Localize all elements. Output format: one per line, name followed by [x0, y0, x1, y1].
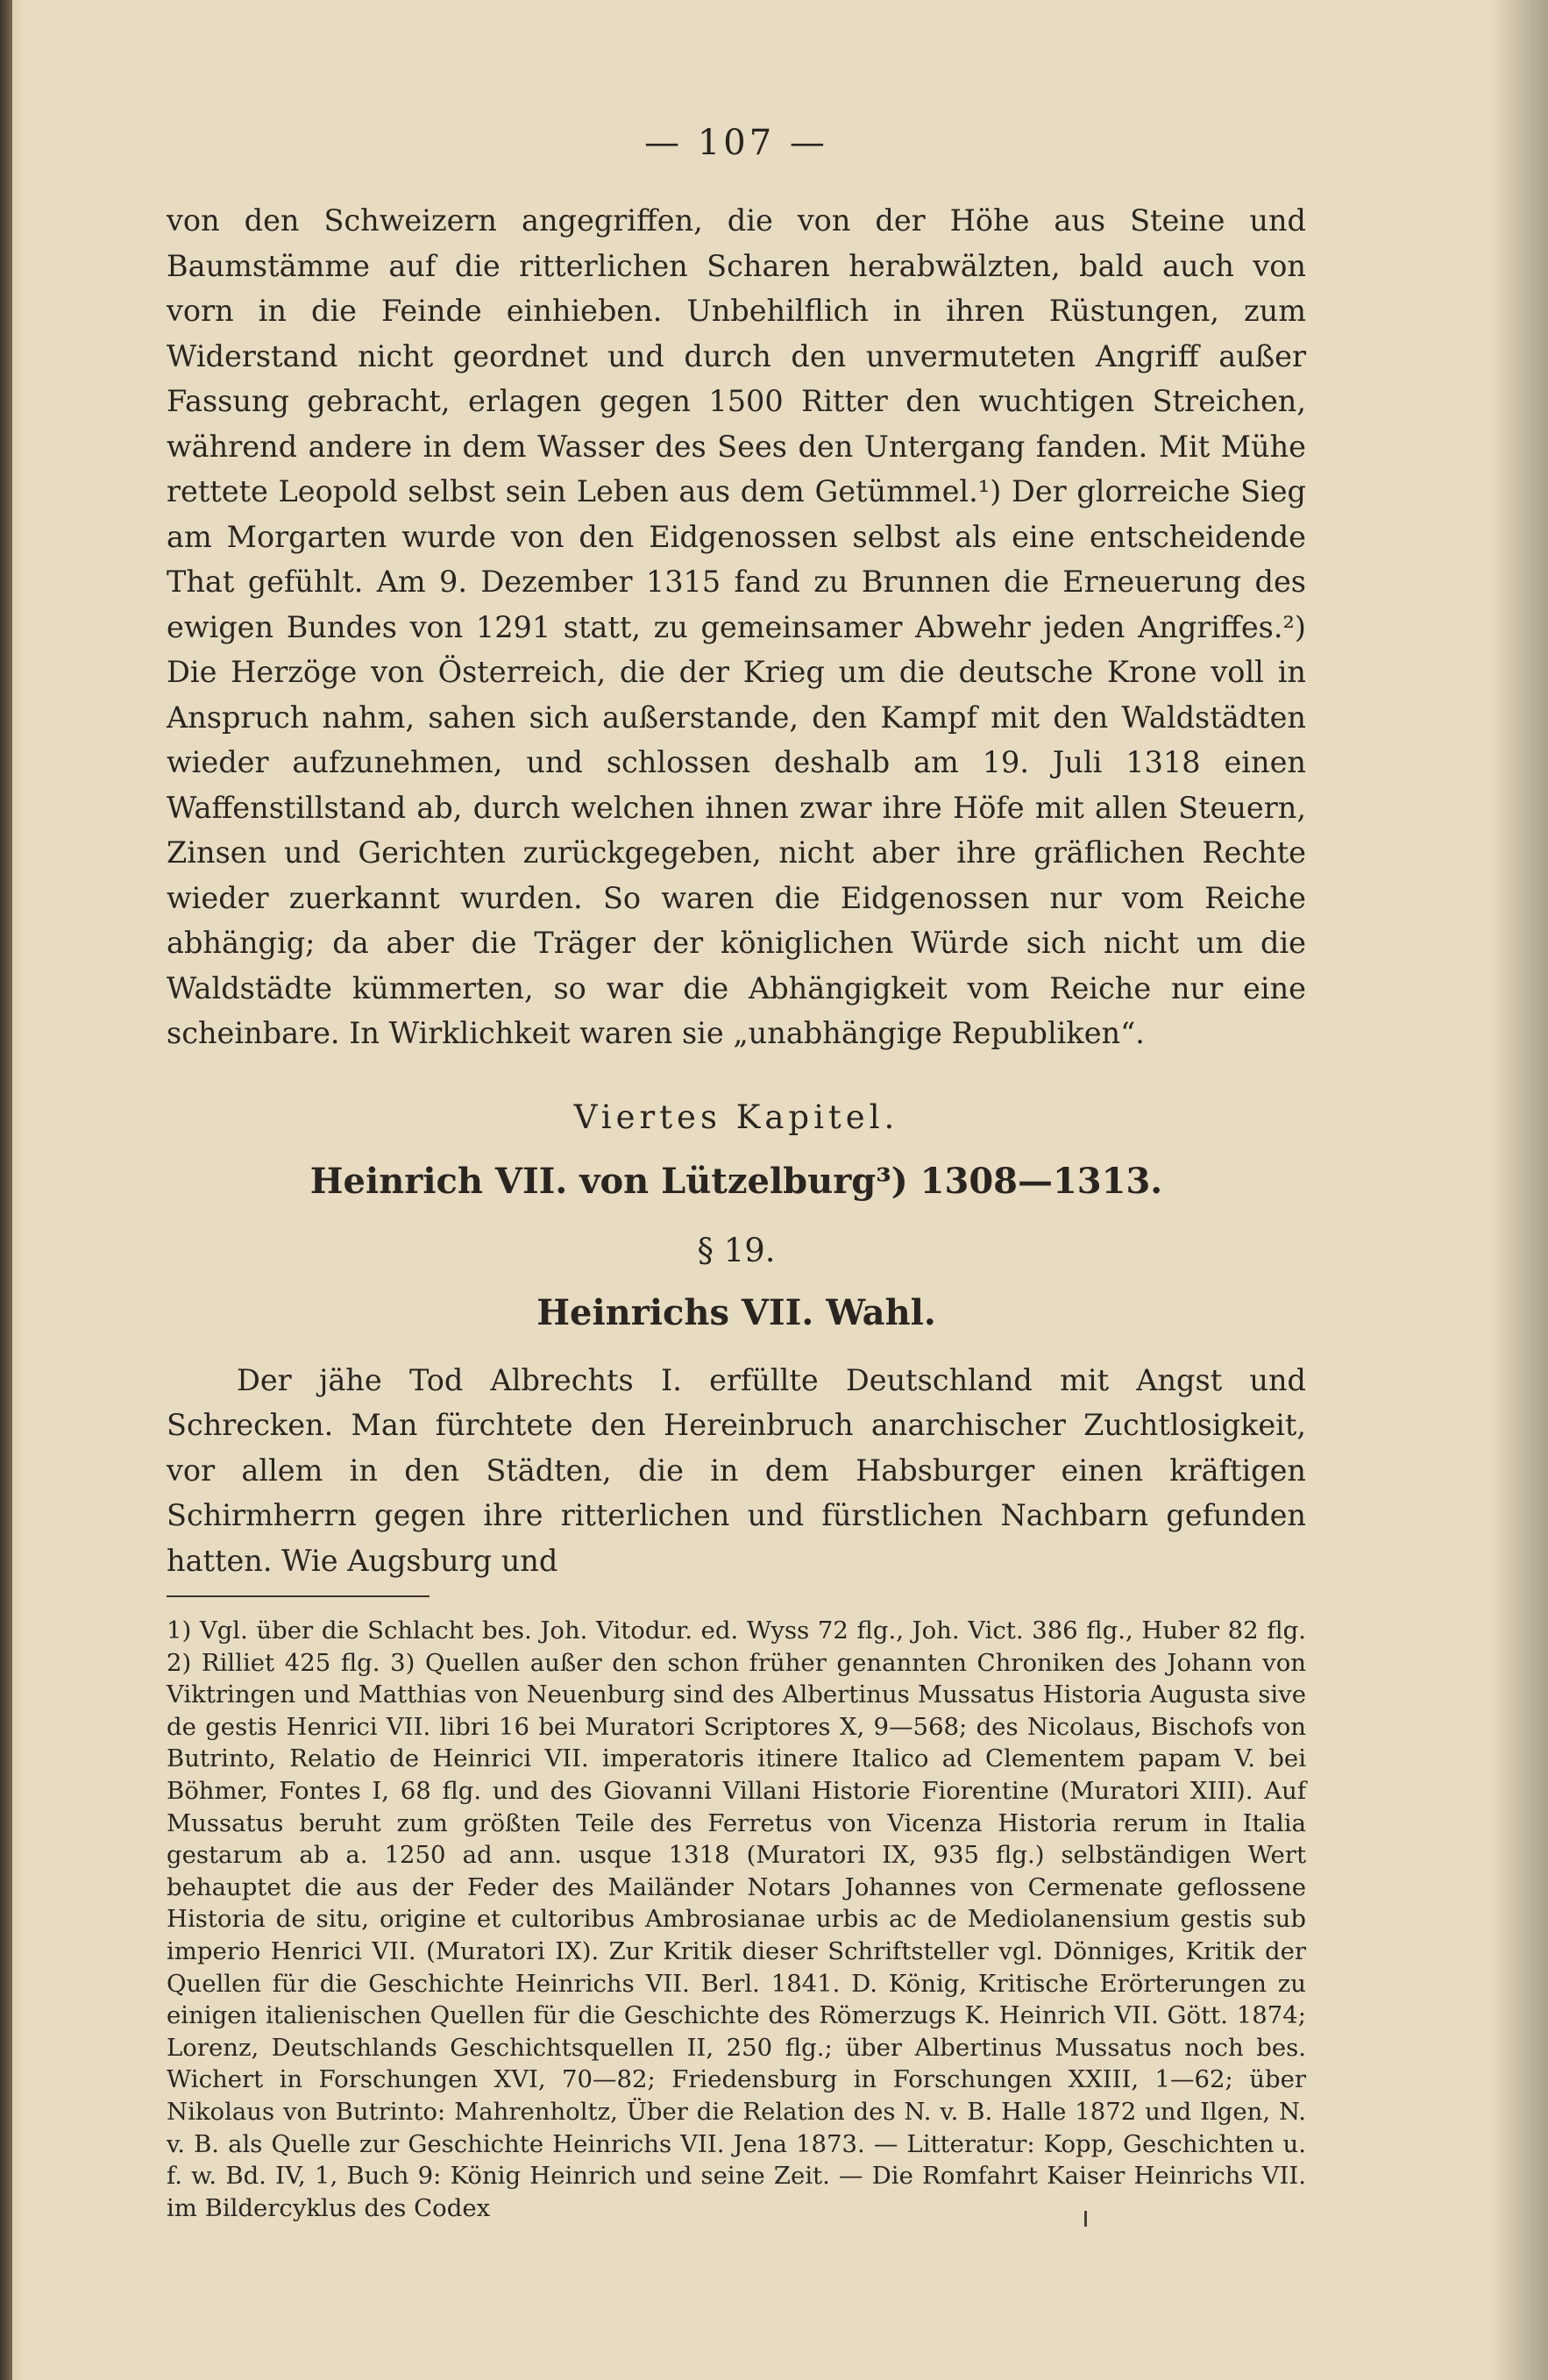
page-number: — 107 — [644, 123, 828, 163]
footnote-3: 3) Quellen außer den schon früher genannten Chroniken des Johann von Viktringen und Matthias von Neuenburg sind des Albertinus Mussatus Historia Augusta sive de gestis Henrici VII. libri 16 bei Muratori Scriptores X, 9—568; des Nicolaus, Bischofs von Butrinto, Relatio de Heinrici VII. imperatoris itinere Italico ad Clementem papam V. bei Böhmer, Fontes I, 68 flg. und des Giovanni Villani Historie Fiorentine (Muratori XIII). Auf Mussatus beruht zum größten Teile des Ferretus von Vicenza Historia rerum in Italia gestarum ab a. 1250 ad ann. usque 1318 (Muratori IX, 935 flg.) selbständigen Wert behauptet die aus der Feder des Mailänder Notars Johannes von Cermenate geflossene Historia de situ, origine et cultoribus Ambrosianae urbis ac de Mediolanensium gestis sub imperio Henrici VII. (Muratori IX). Zur Kritik dieser Schriftsteller vgl. Dönniges, Kritik der Quellen für die Geschichte Heinrichs VII. Berl. 1841. D. König, Kritische Erörterungen zu einigen italienischen Quellen für die Geschichte des Römerzugs K. Heinrich VII. Gött. 1874; Lorenz, Deutschlands Geschichtsquellen II, 250 flg.; über Albertinus Mussatus noch bes. Wichert in Forschungen XVI, 70—82; Friedensburg in Forschungen XXIII, 1—62; über Nikolaus von Butrinto: Mahrenholtz, Über die Relation des N. v. B. Halle 1872 und Ilgen, N. v. B. als Quelle zur Geschichte Heinrichs VII. Jena 1873. — Litteratur: Kopp, Geschichten u. f. w. Bd. IV, 1, Buch 9: König Heinrich und seine Zeit. — Die Romfahrt Kaiser Heinrichs VII. im Bildercyklus des Codex [167, 1648, 1306, 2222]
footnote-1: 1) Vgl. über die Schlacht bes. Joh. Vitodur. ed. Wyss 72 flg., Joh. Vict. 386 flg., Huber 82 flg. [167, 1616, 1306, 1645]
paragraph-2: Der jähe Tod Albrechts I. erfüllte Deutschland mit Angst und Schrecken. Man fürchtete den Hereinbruch anarchischer Zuchtlosigkeit, vor allem in den Städten, die in dem Habsburger einen kräftigen Schirmherrn gegen ihre ritterlichen und fürstlichen Nachbarn gefunden hatten. Wie Augsburg und [167, 1362, 1306, 1578]
paragraph-1: von den Schweizern angegriffen, die von der Höhe aus Steine und Baumstämme auf die ritterlichen Scharen herabwälzten, bald auch von vorn in die Feinde einhieben. Unbehilflich in ihren Rüstungen, zum Widerstand nicht geordnet und durch den unvermuteten Angriff außer Fassung gebracht, erlagen gegen 1500 Ritter den wuchtigen Streichen, während andere in dem Wasser des Sees den Untergang fanden. Mit Mühe rettete Leopold selbst sein Leben aus dem Getümmel.¹) Der glorreiche Sieg am Morgarten wurde von den Eidgenossen selbst als eine entscheidende That gefühlt. Am 9. Dezember 1315 fand zu Brunnen die Erneuerung des ewigen Bundes von 1291 statt, zu gemeinsamer Abwehr jeden Angriffes.²) Die Herzöge von Österreich, die der Krieg um die deutsche Krone voll in Anspruch nahm, sahen sich außerstande, den Kampf mit den Waldstädten wieder aufzunehmen, und schlossen deshalb am 19. Juli 1318 einen Waffenstillstand ab, durch welchen ihnen zwar ihre Höfe mit allen Steuern, Zinsen und Gerichten zurückgegeben, nicht aber ihre gräflichen Rechte wieder zuerkannt wurden. So waren die Eidgenossen nur vom Reiche abhängig; da aber die Träger der königlichen Würde sich nicht um die Waldstädte kümmerten, so war die Abhängigkeit vom Reiche nur eine scheinbare. In Wirklichkeit waren sie „unabhängige Republiken“. [167, 203, 1306, 1050]
page-gutter [0, 0, 12, 2380]
footnote-divider [167, 1595, 430, 1597]
section-title: Heinrichs VII. Wahl. [536, 1291, 936, 1333]
ink-mark [1084, 2211, 1087, 2227]
section-number: § 19. [697, 1231, 776, 1269]
chapter-label: Viertes Kapitel. [573, 1098, 899, 1136]
footnote-2: 2) Rilliet 425 flg. [167, 1648, 391, 1677]
chapter-title: Heinrich VII. von Lützelburg³) 1308—1313. [309, 1160, 1163, 1202]
page-content [167, 123, 1306, 2224]
chapter-heading [167, 1098, 1306, 1333]
footnotes [167, 1615, 1306, 2224]
